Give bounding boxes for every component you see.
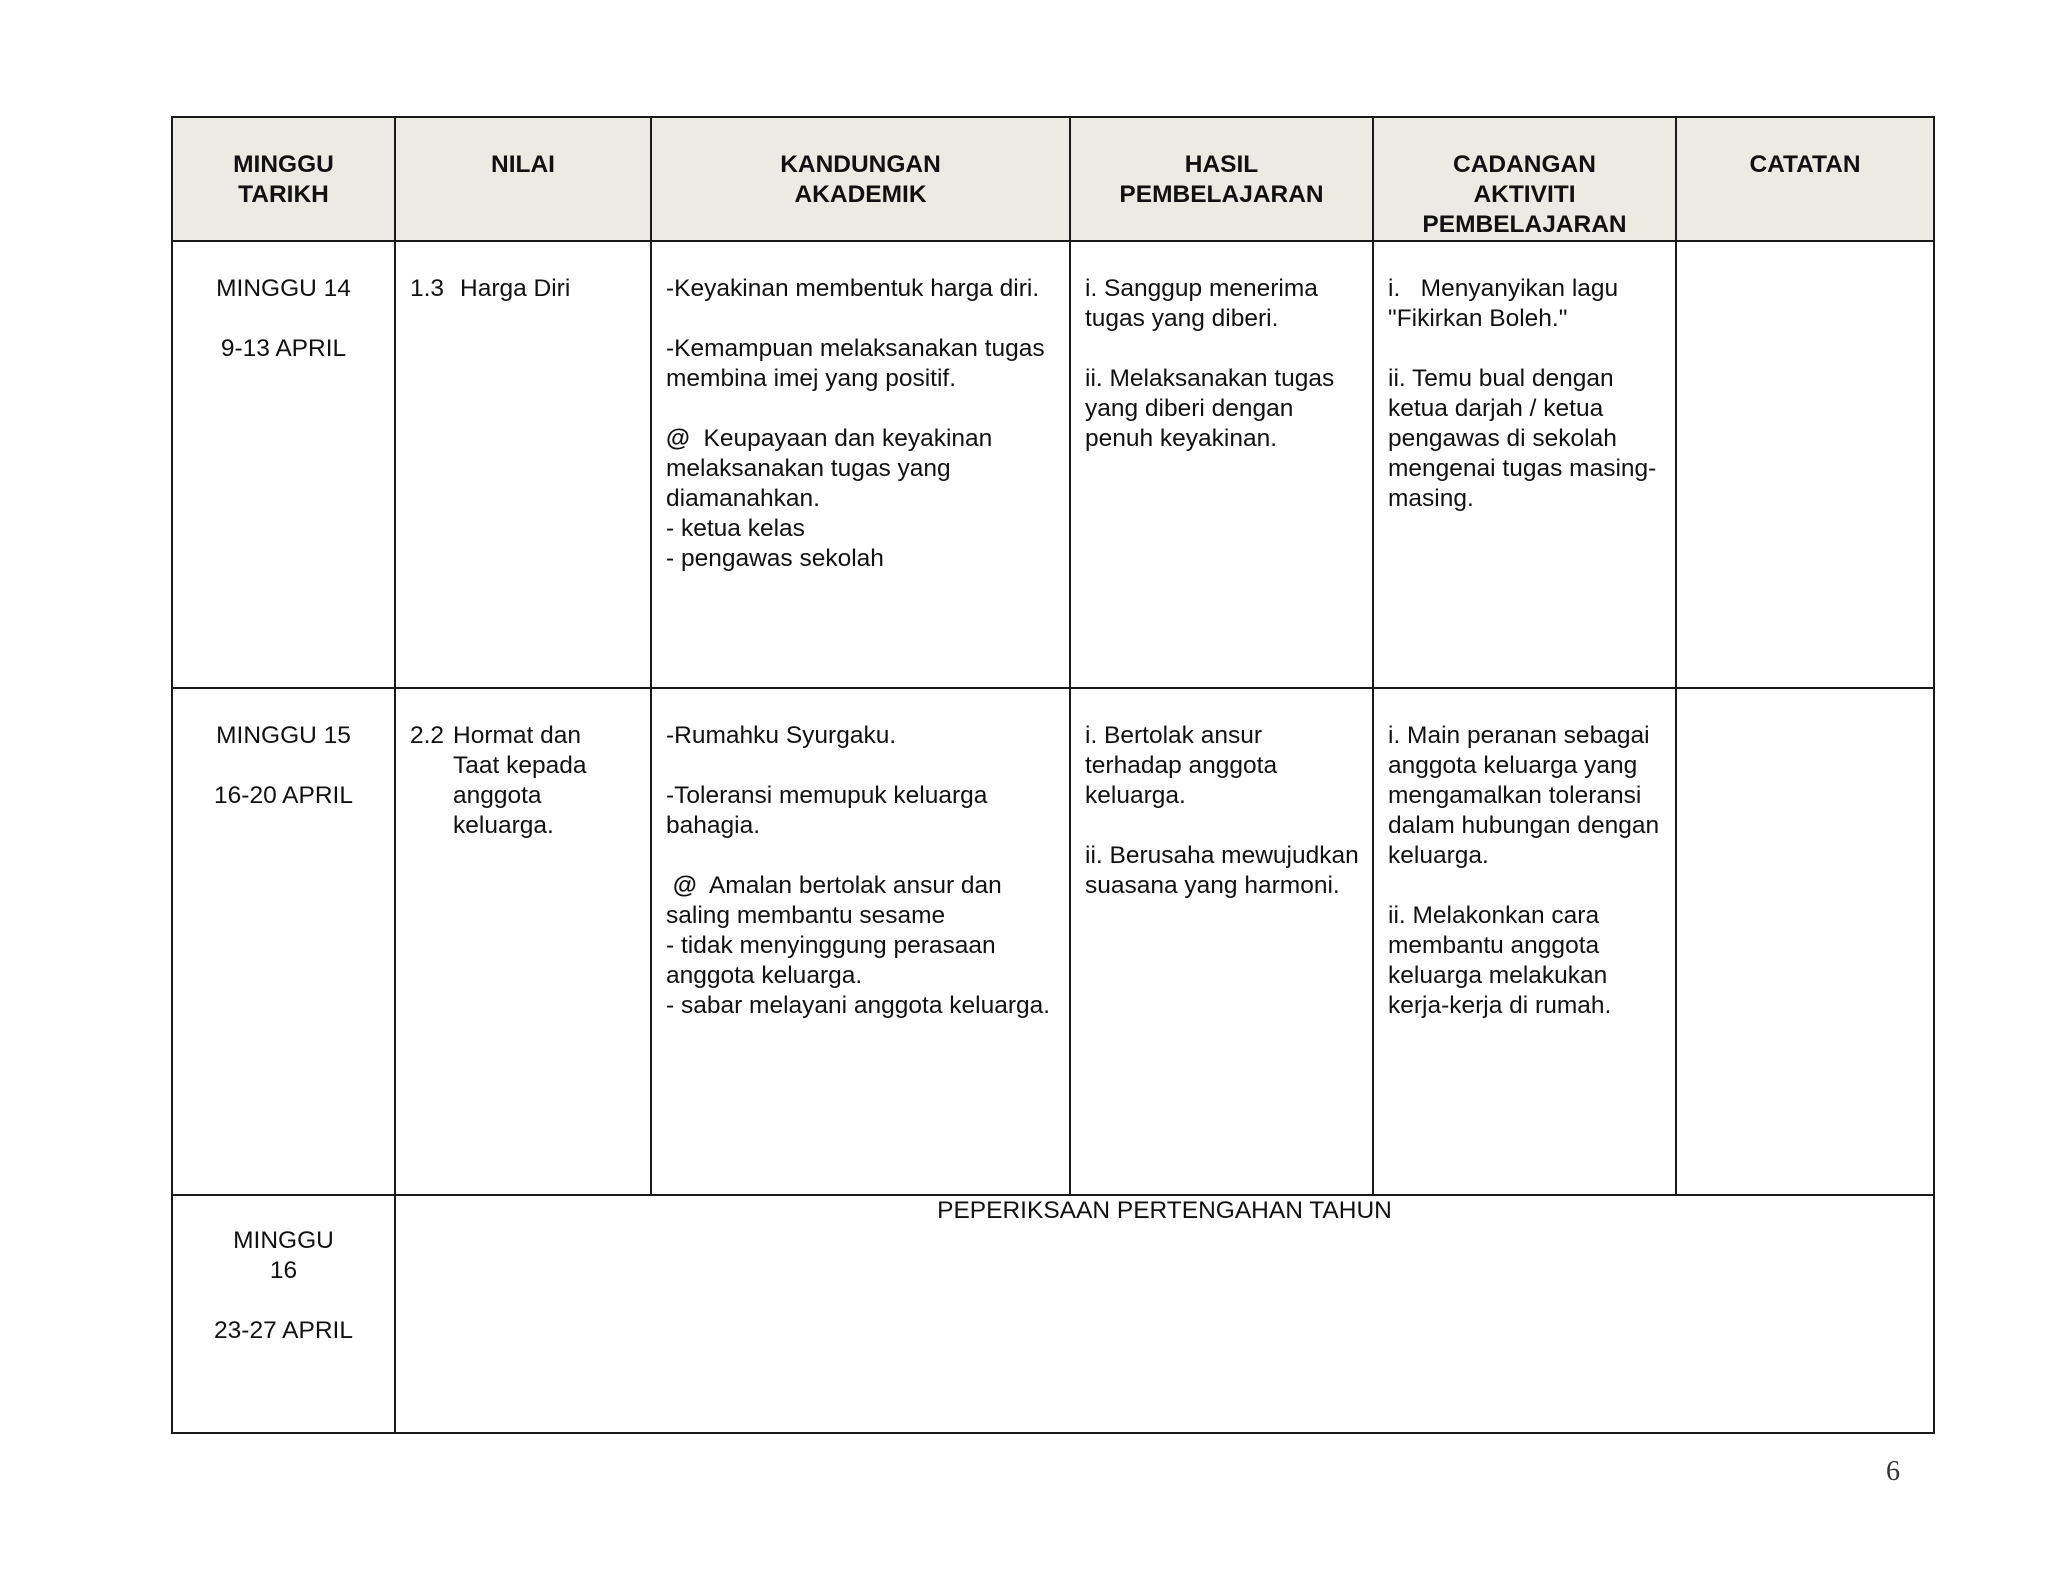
hasil-item: i. Sanggup menerima tugas yang diberi.: [1085, 275, 1318, 332]
kandungan-paragraph: @ Keupayaan dan keyakinan melaksanakan tugas yang diamanahkan.: [666, 425, 993, 512]
date-range: 9-13 APRIL: [220, 335, 347, 362]
header-nilai: NILAI: [395, 117, 651, 241]
cadangan-item: i. Main peranan sebagai anggota keluarga yang mengamalkan toleransi dalam hubungan dengan keluarga.: [1388, 722, 1660, 869]
nilai-text: Hormat dan Taat kepada anggota keluarga.: [453, 722, 587, 839]
week-cell: [172, 241, 395, 688]
hasil-item: ii. Melaksanakan tugas yang diberi dengan penuh keyakinan.: [1085, 365, 1335, 452]
week-label: MINGGU 15: [216, 722, 351, 749]
kandungan-paragraph: -Keyakinan membentuk harga diri.: [666, 275, 1040, 302]
kandungan-cell: [651, 241, 1070, 688]
hasil-item: i. Bertolak ansur terhadap anggota keluarga.: [1085, 722, 1278, 809]
cadangan-cell: [1373, 241, 1676, 688]
nilai-cell: [395, 241, 651, 688]
date-range: 16-20 APRIL: [214, 782, 353, 809]
week-label: MINGGU: [233, 1227, 334, 1254]
nilai-number: 1.3: [410, 275, 445, 302]
kandungan-paragraph: @ Amalan bertolak ansur dan saling membantu sesame: [666, 872, 1002, 929]
header-catatan: CATATAN: [1676, 117, 1934, 241]
week-cell: [172, 688, 395, 1195]
table-row: [172, 241, 1934, 688]
hasil-cell: [1070, 241, 1373, 688]
week-cell: [172, 1195, 395, 1433]
at-symbol: @: [672, 872, 697, 899]
hasil-item: ii. Berusaha mewujudkan suasana yang harmoni.: [1085, 842, 1359, 899]
kandungan-list-item: - sabar melayani anggota keluarga.: [666, 992, 1051, 1019]
week-label: MINGGU 14: [216, 275, 351, 302]
kandungan-list-item: - pengawas sekolah: [666, 545, 884, 572]
week-number: 16: [269, 1257, 298, 1284]
nilai-number: 2.2: [410, 722, 445, 749]
kandungan-cell: [651, 688, 1070, 1195]
nilai-text: Harga Diri: [460, 275, 571, 302]
header-cadangan-aktiviti: CADANGAN AKTIVITI PEMBELAJARAN: [1373, 117, 1676, 241]
header-kandungan-akademik: KANDUNGAN AKADEMIK: [651, 117, 1070, 241]
cadangan-cell: [1373, 688, 1676, 1195]
lesson-plan-table: [171, 116, 1935, 1434]
table-row: [172, 688, 1934, 1195]
catatan-cell: [1676, 688, 1934, 1195]
cadangan-item: i. Menyanyikan lagu "Fikirkan Boleh.": [1388, 275, 1625, 332]
hasil-cell: [1070, 688, 1373, 1195]
header-minggu-tarikh: MINGGU TARIKH: [172, 117, 395, 241]
kandungan-paragraph: -Toleransi memupuk keluarga bahagia.: [666, 782, 988, 839]
date-range: 23-27 APRIL: [214, 1317, 353, 1344]
cadangan-item: ii. Temu bual dengan ketua darjah / ketua pengawas di sekolah mengenai tugas masing-masing.: [1388, 365, 1657, 512]
page-number: 6: [1886, 1456, 1900, 1487]
exam-cell: [395, 1195, 1934, 1433]
kandungan-list-item: - tidak menyinggung perasaan anggota keluarga.: [666, 932, 996, 989]
nilai-cell: [395, 688, 651, 1195]
catatan-cell: [1676, 241, 1934, 688]
kandungan-list-item: - ketua kelas: [666, 515, 805, 542]
kandungan-paragraph: -Rumahku Syurgaku.: [666, 722, 897, 749]
exam-row: [172, 1195, 1934, 1433]
cadangan-item: ii. Melakonkan cara membantu anggota keluarga melakukan kerja-kerja di rumah.: [1388, 902, 1612, 1019]
header-hasil-pembelajaran: HASIL PEMBELAJARAN: [1070, 117, 1373, 241]
kandungan-paragraph: -Kemampuan melaksanakan tugas membina imej yang positif.: [666, 335, 1045, 392]
at-symbol: @: [666, 425, 690, 452]
header-row: [172, 117, 1934, 241]
exam-title: PEPERIKSAAN PERTENGAHAN TAHUN: [937, 1197, 1392, 1224]
